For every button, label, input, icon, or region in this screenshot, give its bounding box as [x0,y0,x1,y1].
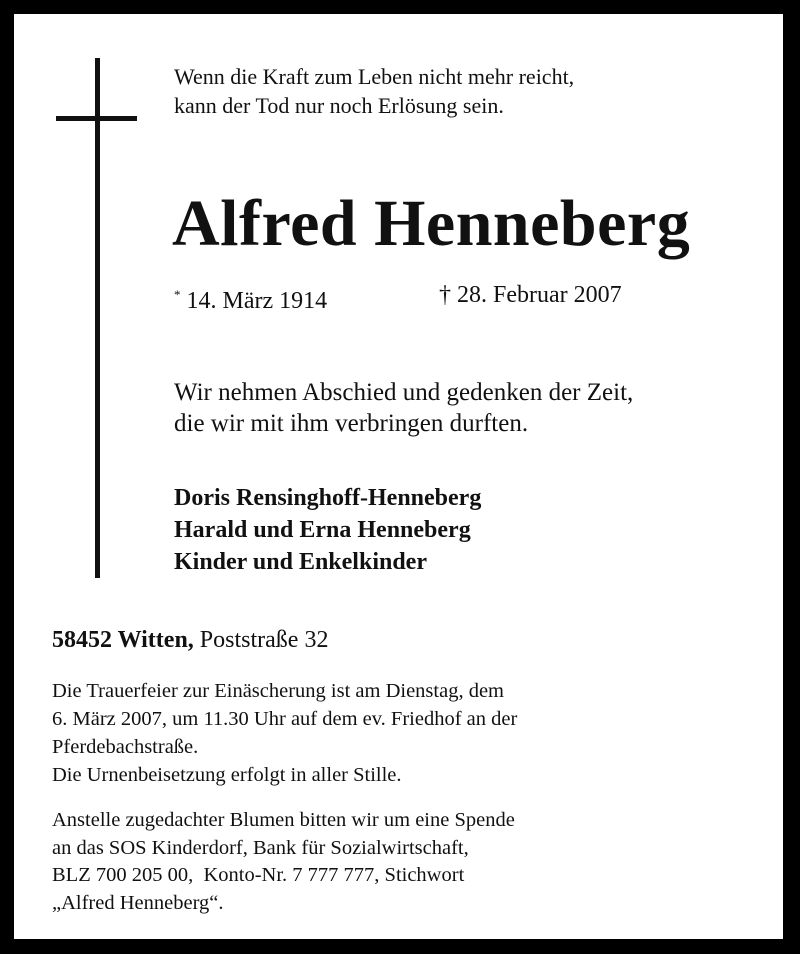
mourner: Kinder und Enkelkinder [174,549,427,575]
birth-date: 14. März 1914 [186,288,328,314]
deceased-name: Alfred Henneberg [172,187,691,260]
quote [174,62,574,120]
birth-symbol: * [174,287,181,302]
ceremony-line: 6. März 2007, um 11.30 Uhr auf dem ev. Friedhof an der [52,708,518,730]
farewell-text [174,377,633,439]
death-date: 28. Februar 2007 [457,282,622,308]
ceremony-info [52,677,517,789]
mourners-list [174,482,481,578]
address-street: Poststraße 32 [199,627,329,653]
farewell-line: die wir mit ihm verbringen durften. [174,410,529,437]
birth-date-group [174,288,327,314]
life-dates [174,280,622,316]
address-city: 58452 Witten, [52,627,194,653]
donation-line: BLZ 700 205 00, Konto-Nr. 7 777 777, Stichwort [52,864,465,886]
death-symbol: † [439,282,451,308]
cross-icon-vertical [95,58,100,578]
cross-icon-horizontal [56,116,137,121]
donation-line: Anstelle zugedachter Blumen bitten wir um eine Spende [52,809,515,831]
quote-line: Wenn die Kraft zum Leben nicht mehr reicht, [174,64,575,89]
farewell-line: Wir nehmen Abschied und gedenken der Zeit, [174,379,634,406]
address [52,625,328,655]
donation-info [52,807,515,917]
donation-line: „Alfred Henneberg“. [52,891,224,914]
ceremony-line: Die Urnenbeisetzung erfolgt in aller Stille. [52,764,402,786]
ceremony-line: Die Trauerfeier zur Einäscherung ist am Dienstag, dem [52,680,505,702]
donation-line: an das SOS Kinderdorf, Bank für Sozialwirtschaft, [52,836,469,859]
mourner: Doris Rensinghoff-Henneberg [174,485,482,511]
mourner: Harald und Erna Henneberg [174,517,471,543]
ceremony-line: Pferdebachstraße. [52,736,199,758]
death-date-group [439,280,622,310]
quote-line: kann der Tod nur noch Erlösung sein. [174,93,504,118]
